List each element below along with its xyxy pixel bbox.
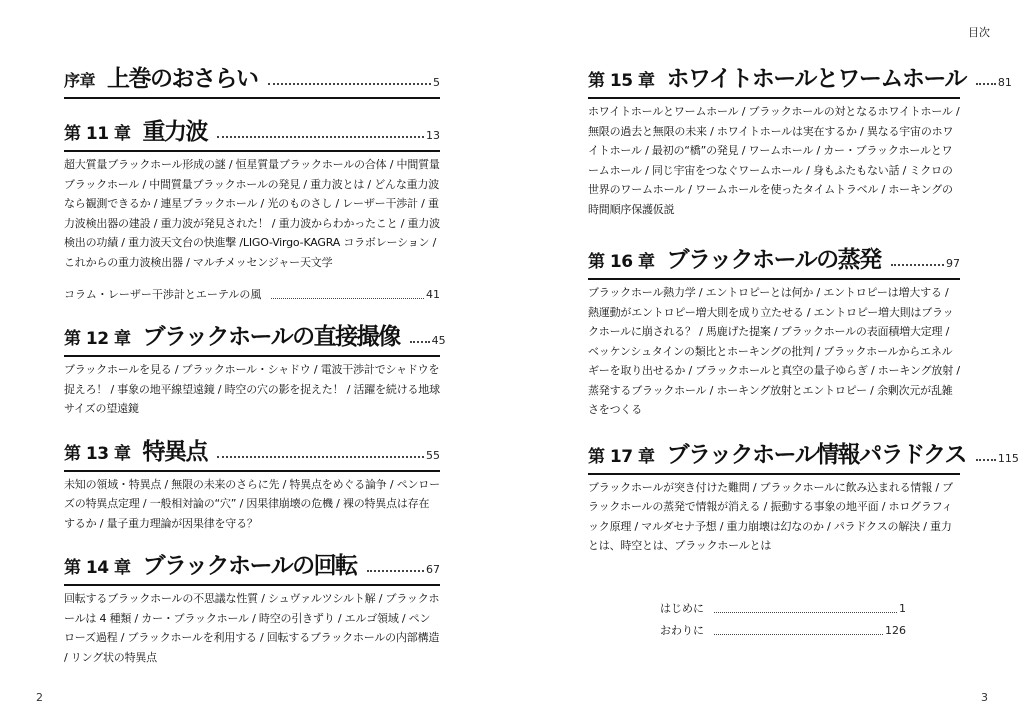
column-page-number: 41 (426, 288, 440, 301)
dot-leader (367, 570, 424, 572)
right-page-number: 3 (981, 691, 988, 704)
front-back-matter-list (660, 600, 906, 644)
chapter-section-list: ブラックホールを見る / ブラックホール・シャドウ / 電波干渉計でシャドウを捉えろ！ / 事象の地平線望遠鏡 / 時空の穴の影を捉えた！ / 活躍を続ける地球サイズの望遠鏡 (64, 363, 440, 415)
dot-leader (217, 456, 424, 458)
chapter-heading (588, 60, 1012, 99)
chapter-page-number: 115 (997, 451, 1019, 465)
chapter-section-list: ブラックホール熱力学 / エントロピーとは何か / エントロピーは増大する / 熱運動がエントロピー増大則を成り立たせる / エントロピー増大則はブラックホールに崩される？ / 馬鹿げた提案 / ブラックホールの表面積増大定理 / ベッケンシュタインの類比とホーキングの批判 / ブラックホールからエネルギーを取り出せるか / ブラックホールと真空の量子ゆらぎ / ホーキング放射 / 蒸発するブラックホール / ホーキング放射とエントロピー / 余剰次元が乱雑さをつくる (588, 286, 960, 416)
chapter-heading (64, 60, 440, 99)
dot-leader (976, 459, 996, 461)
entry-page-number: 126 (885, 624, 906, 637)
chapter-number: 第 15 章 (588, 71, 655, 91)
chapter-title: 重力波 (142, 119, 207, 145)
chapter-title: ブラックホール情報パラドクス (666, 441, 966, 468)
column-title: コラム・レーザー干渉計とエーテルの風 (64, 288, 262, 301)
toc-entry-introduction[interactable] (660, 600, 906, 616)
toc-entry-chapter-14[interactable] (64, 547, 440, 667)
toc-entry-column[interactable] (64, 286, 440, 304)
chapter-title: ブラックホールの蒸発 (666, 247, 881, 273)
toc-entry-afterword[interactable] (660, 622, 906, 638)
dot-leader (217, 136, 424, 138)
chapter-heading (64, 318, 446, 357)
chapter-page-number: 13 (426, 129, 440, 142)
chapter-section-list: ブラックホールが突き付けた難問 / ブラックホールに飲み込まれる情報 / ブラックホールの蒸発で情報が消える / 振動する事象の地平面 / ホログラフィック原理 / マルダセナ予想 / 重力崩壊は幻なのか / パラドクスの解決 / 重力とは、時空とは、ブラックホールとは (588, 480, 953, 552)
chapter-number: 第 13 章 (64, 443, 131, 464)
chapter-title: ブラックホールの直接撮像 (142, 324, 400, 350)
chapter-heading (588, 241, 960, 280)
toc-entry-chapter-13[interactable] (64, 433, 440, 534)
chapter-number: 第 12 章 (64, 329, 131, 349)
dot-leader (976, 83, 996, 85)
toc-entry-chapter-16[interactable] (588, 241, 960, 420)
chapter-heading (64, 433, 440, 472)
chapter-section-list: ホワイトホールとワームホール / ブラックホールの対となるホワイトホール / 無限の過去と無限の未来 / ホワイトホールは実在するか / 異なる宇宙のホワイトホール / 最初の“橋”の発見 / ワームホール / カー・ブラックホールとワームホール / 同じ宇宙をつなぐワームホール / 身もふたもない話 / ミクロの世界のワームホール / ワームホールを使ったタイムトラベル / ホーキングの時間順序保護仮説 (588, 105, 960, 216)
chapter-page-number: 5 (433, 76, 440, 89)
chapter-title: 上巻のおさらい (107, 66, 258, 92)
chapter-heading (64, 113, 440, 152)
chapter-number: 第 14 章 (64, 558, 131, 578)
toc-entry-chapter-11[interactable] (64, 113, 440, 304)
chapter-page-number: 81 (997, 76, 1012, 89)
header-section-label: 目次 (968, 26, 990, 39)
chapter-title: ブラックホールの回転 (142, 553, 357, 579)
chapter-section-list: 未知の領域・特異点 / 無限の未来のさらに先 / 特異点をめぐる論争 / ペンローズの特異点定理 / 一般相対論の“穴” / 因果律崩壊の危機 / 裸の特異点は存在するか / 量子重力理論が因果律を守る？ (64, 477, 440, 530)
toc-entry-chapter-15[interactable] (588, 60, 1012, 219)
chapter-page-number: 67 (426, 563, 440, 576)
toc-entry-prologue[interactable] (64, 60, 440, 99)
entry-label: はじめに (660, 602, 704, 615)
chapter-number: 第 11 章 (64, 124, 131, 144)
chapter-title: 特異点 (142, 438, 207, 465)
right-page-toc (588, 60, 1019, 570)
entry-label: おわりに (660, 624, 704, 637)
chapter-heading (64, 547, 440, 586)
chapter-section-list: 回転するブラックホールの不思議な性質 / シュヴァルツシルト解 / ブラックホールは 4 種類 / カー・ブラックホール / 時空の引きずり / エルゴ領域 / ペンローズ過程 / ブラックホールを利用する / 回転するブラックホールの内部構造 / リング状の特異点 (64, 592, 440, 664)
dot-leader (891, 264, 944, 266)
toc-entry-chapter-12[interactable] (64, 318, 446, 419)
chapter-page-number: 55 (426, 448, 440, 462)
toc-entry-chapter-17[interactable] (588, 436, 1019, 556)
chapter-title: ホワイトホールとワームホール (666, 66, 966, 92)
dot-leader (410, 341, 430, 343)
entry-page-number: 1 (899, 602, 906, 615)
chapter-number: 序章 (64, 71, 96, 90)
dot-leader (268, 83, 431, 85)
chapter-section-list: 超大質量ブラックホール形成の謎 / 恒星質量ブラックホールの合体 / 中間質量ブラックホール / 中間質量ブラックホールの発見 / 重力波とは / どんな重力波なら観測できるか / 連星ブラックホール / 光のものさし / レーザー干渉計 / 重力波検出器の建設 / 重力波が発見された！ / 重力波からわかったこと / 重力波検出の功績 / 重力波天文台の快進撃 /LIGO-Virgo-KAGRA コラボレーション / これからの重力波検出器 / マルチメッセンジャー天文学 (64, 158, 440, 269)
chapter-page-number: 45 (431, 334, 446, 347)
left-page-toc (64, 60, 446, 681)
chapter-page-number: 97 (946, 257, 960, 270)
dot-leader (271, 298, 424, 299)
chapter-number: 第 17 章 (588, 446, 655, 467)
chapter-heading (588, 436, 1019, 475)
chapter-number: 第 16 章 (588, 252, 655, 272)
left-page-number: 2 (36, 691, 43, 704)
dot-leader (714, 612, 897, 613)
dot-leader (714, 634, 883, 635)
